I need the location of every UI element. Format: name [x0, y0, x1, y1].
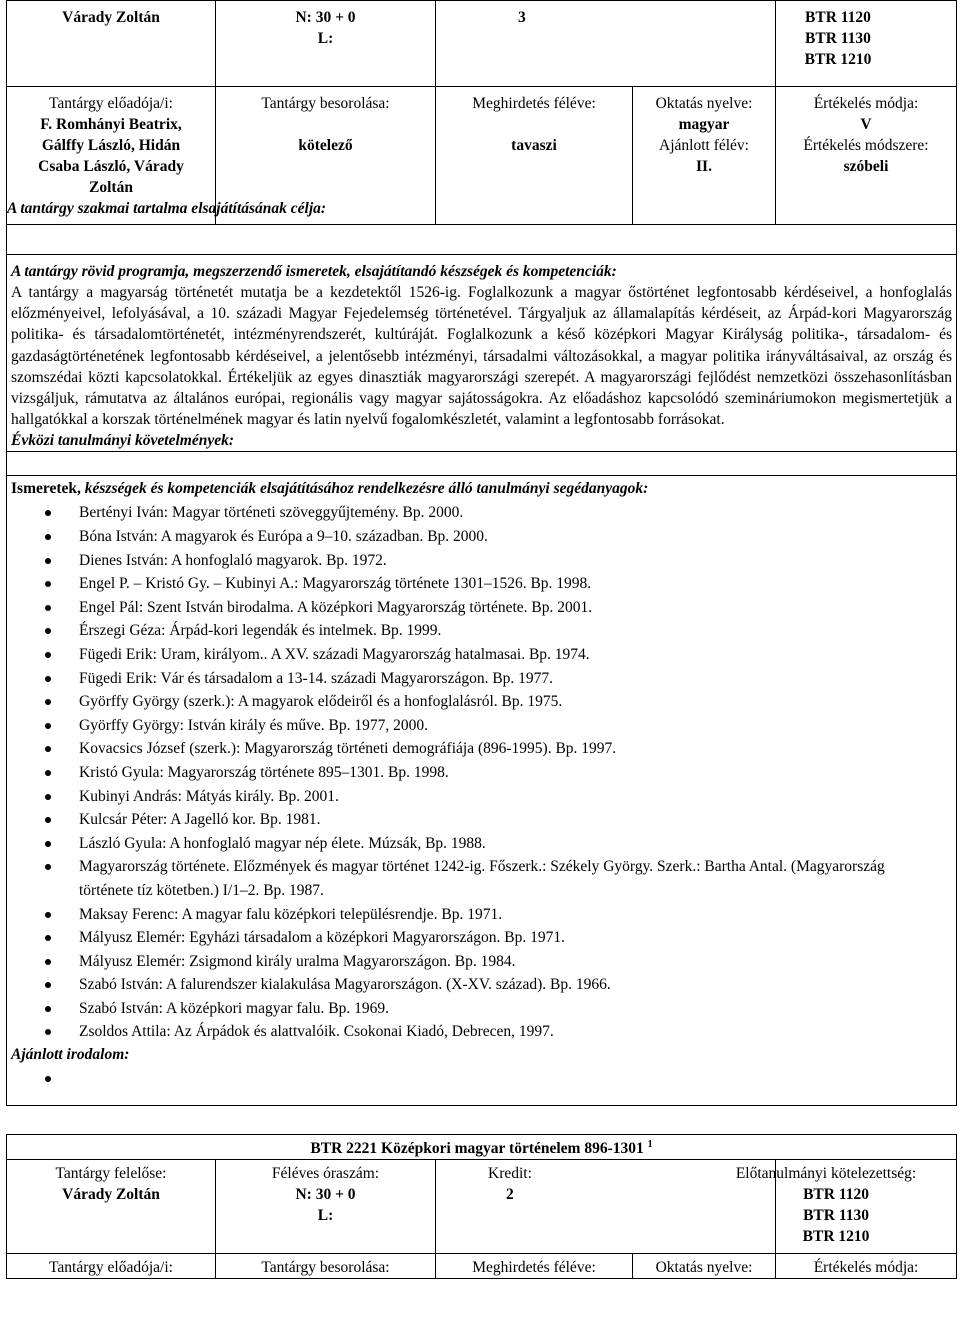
materials-label-bold: Ismeretek, [11, 480, 81, 498]
prereq-item: BTR 1130 [803, 1206, 869, 1224]
hours-line-1: N: 30 + 0 [295, 1185, 356, 1203]
language-label: Oktatás nyelve: [655, 95, 753, 112]
bullet-icon [45, 723, 51, 729]
materials-row [7, 452, 957, 476]
reference-text: Kulcsár Péter: A Jagelló kor. Bp. 1981. [79, 811, 321, 829]
bullet-icon [45, 510, 51, 516]
reference-text: Mályusz Elemér: Zsigmond király uralma Magyarországon. Bp. 1984. [79, 952, 516, 970]
reference-list [11, 501, 952, 1044]
list-item [11, 643, 952, 667]
list-item [11, 1020, 952, 1044]
references-cell [7, 476, 957, 1105]
list-item [11, 525, 952, 549]
bullet-icon [45, 628, 51, 634]
lecturer-line: F. Romhányi Beatrix, [40, 116, 182, 133]
materials-label-rest: készségek és kompetenciák elsajátításához rendelkezésre álló tanulmányi segédanyagok: [80, 480, 649, 498]
language-value: magyar [678, 116, 730, 133]
bullet-icon [45, 841, 51, 847]
evaluation-label: Értékelés módja: [813, 95, 919, 112]
bullet-icon [45, 581, 51, 587]
aim-content-cell [7, 225, 957, 255]
hours-line-1: N: 30 + 0 [295, 9, 356, 26]
course-title-row [7, 1134, 957, 1159]
bullet-icon [45, 558, 51, 564]
bullet-icon [45, 912, 51, 918]
lecturers-label: Tantárgy előadója/i: [49, 1258, 173, 1276]
reference-text: László Gyula: A honfoglaló magyar nép élete. Múzsák, Bp. 1988. [79, 834, 486, 852]
reference-text: Szabó István: A falurendszer kialakulása Magyarországon. (X-XV. század). Bp. 1966. [79, 976, 611, 994]
requirements-label: Évközi tanulmányi követelmények: [11, 432, 235, 450]
reference-text: Zsoldos Attila: Az Árpádok és alattvalóik. Csokonai Kiadó, Debrecen, 1997. [79, 1023, 554, 1041]
bullet-icon [45, 746, 51, 752]
evaluation-value: V [860, 116, 872, 133]
evaluation-method-label: Értékelés módszere: [803, 137, 929, 154]
bullet-icon [45, 794, 51, 800]
header-row [7, 1, 957, 87]
bullet-icon [45, 1076, 51, 1082]
header-row [7, 1159, 957, 1253]
reference-text: Fügedi Erik: Vár és társadalom a 13-14. századi Magyarországon. Bp. 1977. [79, 669, 554, 687]
reference-text: Györffy György (szerk.): A magyarok elődeiről és a honfoglalásról. Bp. 1975. [79, 693, 563, 711]
list-item [11, 501, 952, 525]
reference-text: Engel Pál: Szent István birodalma. A középkori Magyarország története. Bp. 2001. [79, 598, 593, 616]
credits-value: 3 [518, 9, 526, 26]
evaluation-method-value: szóbeli [843, 158, 889, 175]
list-item [11, 667, 952, 691]
hours-cell [216, 1, 436, 87]
reference-text: Magyarország története. Előzmények és magyar történet 1242-ig. Főszerk.: Székely György. Szerk.: Bartha Antal. (Magyarország története tíz kötetben.) I/1–2. Bp. 1987. [79, 858, 885, 899]
reference-text: Kubinyi András: Mátyás király. Bp. 2001. [79, 787, 339, 805]
course-title: BTR 2221 Középkori magyar történelem 896-1301 [310, 1139, 644, 1157]
reference-text: Kovacsics József (szerk.): Magyarország történeti demográfiája (896-1995). Bp. 1997. [79, 740, 617, 758]
hours-line-2: L: [317, 1206, 334, 1224]
list-item [11, 737, 952, 761]
list-item [11, 903, 952, 927]
credits-value: 2 [506, 1185, 514, 1203]
aim-row [7, 225, 957, 255]
program-label: A tantárgy rövid programja, megszerzendő ismeretek, elsajátítandó készségek és kompetenciák: [11, 263, 617, 280]
language-label: Oktatás nyelve: [655, 1258, 753, 1276]
program-text: A tantárgy a magyarság történetét mutatja be a kezdetektől 1526-ig. Foglalkozunk a magyar őstörténet legfontosabb kérdéseivel, a honfoglalás előzményeivel, lefolyásával, a 10. századi Magyar Fejedelemség történetével. Tárgyaljuk az államalapítás kérdéseit, az Árpád-kori Magyarország politika- és társadalomtörténetét, intézményrendszerét, kultúráját. Foglalkozunk a késő középkori Magyar Királyság politika-, társadalom- és gazdaságtörténetének legfontosabb kérdéseivel, a jelentősebb intézményi, társadalmi változásokkal, a magyar politika irányváltásaival, az ország és szomszédai közti kapcsolatokkal. Értékeljük az egyes dinasztiák magyarországi szerepét. A magyarországi fejlődést nemzetközi összehasonlításban vizsgáljuk, rámutatva az általános európai, regionális vagy magyar sajátosságokra. Az előadáshoz kapcsolódó szemináriumokon megismertetjük a hallgatókkal a korszak történelmének magyar és latin nyelvű fogalomkészletét, valamint a legfontosabb forrásokat. [11, 284, 952, 429]
recommended-semester-value: II. [696, 158, 712, 175]
list-item [11, 549, 952, 573]
reference-text: Kristó Gyula: Magyarország története 895–1301. Bp. 1998. [79, 763, 449, 781]
responsible-cell [7, 1, 216, 87]
list-item [11, 690, 952, 714]
list-item [11, 926, 952, 950]
responsible-label: Tantárgy felelőse: [55, 1164, 167, 1182]
evaluation-label: Értékelés módja: [813, 1258, 919, 1276]
semester-cell [436, 1253, 633, 1278]
bullet-icon [45, 864, 51, 870]
prereq-item: BTR 1210 [802, 1227, 870, 1245]
reference-text: Bóna István: A magyarok és Európa a 9–10. században. Bp. 2000. [79, 528, 488, 546]
list-item [11, 761, 952, 785]
program-cell [7, 255, 957, 452]
list-item [11, 855, 952, 902]
responsible-cell [7, 1159, 216, 1253]
lecturers-label: Tantárgy előadója/i: [49, 95, 173, 112]
reference-text: Szabó István: A középkori magyar falu. Bp. 1969. [79, 999, 389, 1017]
requirements-content-cell [7, 452, 957, 476]
language-cell [633, 1253, 776, 1278]
materials-label [11, 478, 952, 499]
lecturer-line: Zoltán [89, 179, 133, 196]
list-item [11, 997, 952, 1021]
references-row [7, 476, 957, 1105]
bullet-icon [45, 935, 51, 941]
credits-cell [436, 1, 776, 87]
aim-label: A tantárgy szakmai tartalma elsajátításának célja: [7, 200, 327, 217]
responsible-name: Várady Zoltán [62, 1185, 160, 1203]
reference-text: Dienes István: A honfoglaló magyarok. Bp. 1972. [79, 551, 387, 569]
prereq-label: Előtanulmányi kötelezettség: [735, 1164, 917, 1182]
meta-row [7, 1253, 957, 1278]
reference-text: Györffy György: István király és műve. Bp. 1977, 2000. [79, 716, 428, 734]
classification-value: kötelező [298, 137, 353, 154]
list-item [11, 1067, 952, 1091]
recommended-literature-list [11, 1067, 952, 1091]
course-description-page [6, 0, 956, 1279]
bullet-icon [45, 652, 51, 658]
list-item [11, 973, 952, 997]
semester-label: Meghirdetés féléve: [472, 1258, 596, 1276]
reference-text: Érszegi Géza: Árpád-kori legendák és intelmek. Bp. 1999. [79, 622, 442, 640]
prereq-item: BTR 1130 [805, 30, 871, 47]
bullet-icon [45, 770, 51, 776]
prereq-item: BTR 1210 [804, 51, 872, 68]
list-item [11, 572, 952, 596]
list-item [11, 596, 952, 620]
evaluation-cell [776, 1253, 957, 1278]
lecturers-cell [7, 1253, 216, 1278]
course-title-cell [7, 1134, 957, 1159]
course-table-1 [6, 0, 957, 1106]
prereq-cell [776, 1, 957, 87]
list-item [11, 714, 952, 738]
bullet-icon [45, 959, 51, 965]
hours-cell [216, 1159, 436, 1253]
program-row [7, 255, 957, 452]
prereq-item: BTR 1120 [805, 9, 871, 26]
bullet-icon [45, 676, 51, 682]
responsible-name: Várady Zoltán [62, 9, 160, 26]
course-table-2 [6, 1134, 957, 1279]
reference-text: Fügedi Erik: Uram, királyom.. A XV. századi Magyarország hatalmasai. Bp. 1974. [79, 645, 590, 663]
reference-text: Mályusz Elemér: Egyházi társadalom a középkori Magyarországon. Bp. 1971. [79, 929, 565, 947]
language-cell [633, 87, 776, 225]
semester-label: Meghirdetés féléve: [472, 95, 596, 112]
lecturer-line: Gálffy László, Hidán [41, 137, 181, 154]
semester-cell [436, 87, 633, 225]
list-item [11, 832, 952, 856]
recommended-literature-label: Ajánlott irodalom: [11, 1046, 130, 1064]
bullet-icon [45, 605, 51, 611]
list-item [11, 808, 952, 832]
lecturer-line: Csaba László, Várady [38, 158, 184, 175]
hours-line-2: L: [317, 30, 334, 47]
credits-label: Kredit: [488, 1164, 532, 1182]
classification-label: Tantárgy besorolása: [261, 1258, 390, 1276]
bullet-icon [45, 982, 51, 988]
hours-label: Féléves óraszám: [271, 1164, 380, 1182]
bullet-icon [45, 534, 51, 540]
bullet-icon [45, 699, 51, 705]
reference-text: Maksay Ferenc: A magyar falu középkori településrendje. Bp. 1971. [79, 905, 503, 923]
evaluation-cell [776, 87, 957, 225]
reference-text: Bertényi Iván: Magyar történeti szöveggyűjtemény. Bp. 2000. [79, 504, 464, 522]
prereq-cell [735, 1159, 957, 1253]
semester-value: tavaszi [511, 137, 557, 154]
recommended-semester-label: Ajánlott félév: [659, 137, 749, 154]
classification-cell [216, 1253, 436, 1278]
list-item [11, 950, 952, 974]
meta-row [7, 87, 957, 225]
footnote-mark: 1 [647, 1138, 653, 1150]
classification-label: Tantárgy besorolása: [261, 95, 390, 112]
list-item [11, 785, 952, 809]
bullet-icon [45, 1029, 51, 1035]
reference-text: Engel P. – Kristó Gy. – Kubinyi A.: Magyarország története 1301–1526. Bp. 1998. [79, 575, 592, 593]
list-item [11, 619, 952, 643]
bullet-icon [45, 1006, 51, 1012]
bullet-icon [45, 817, 51, 823]
prereq-item: BTR 1120 [803, 1185, 869, 1203]
